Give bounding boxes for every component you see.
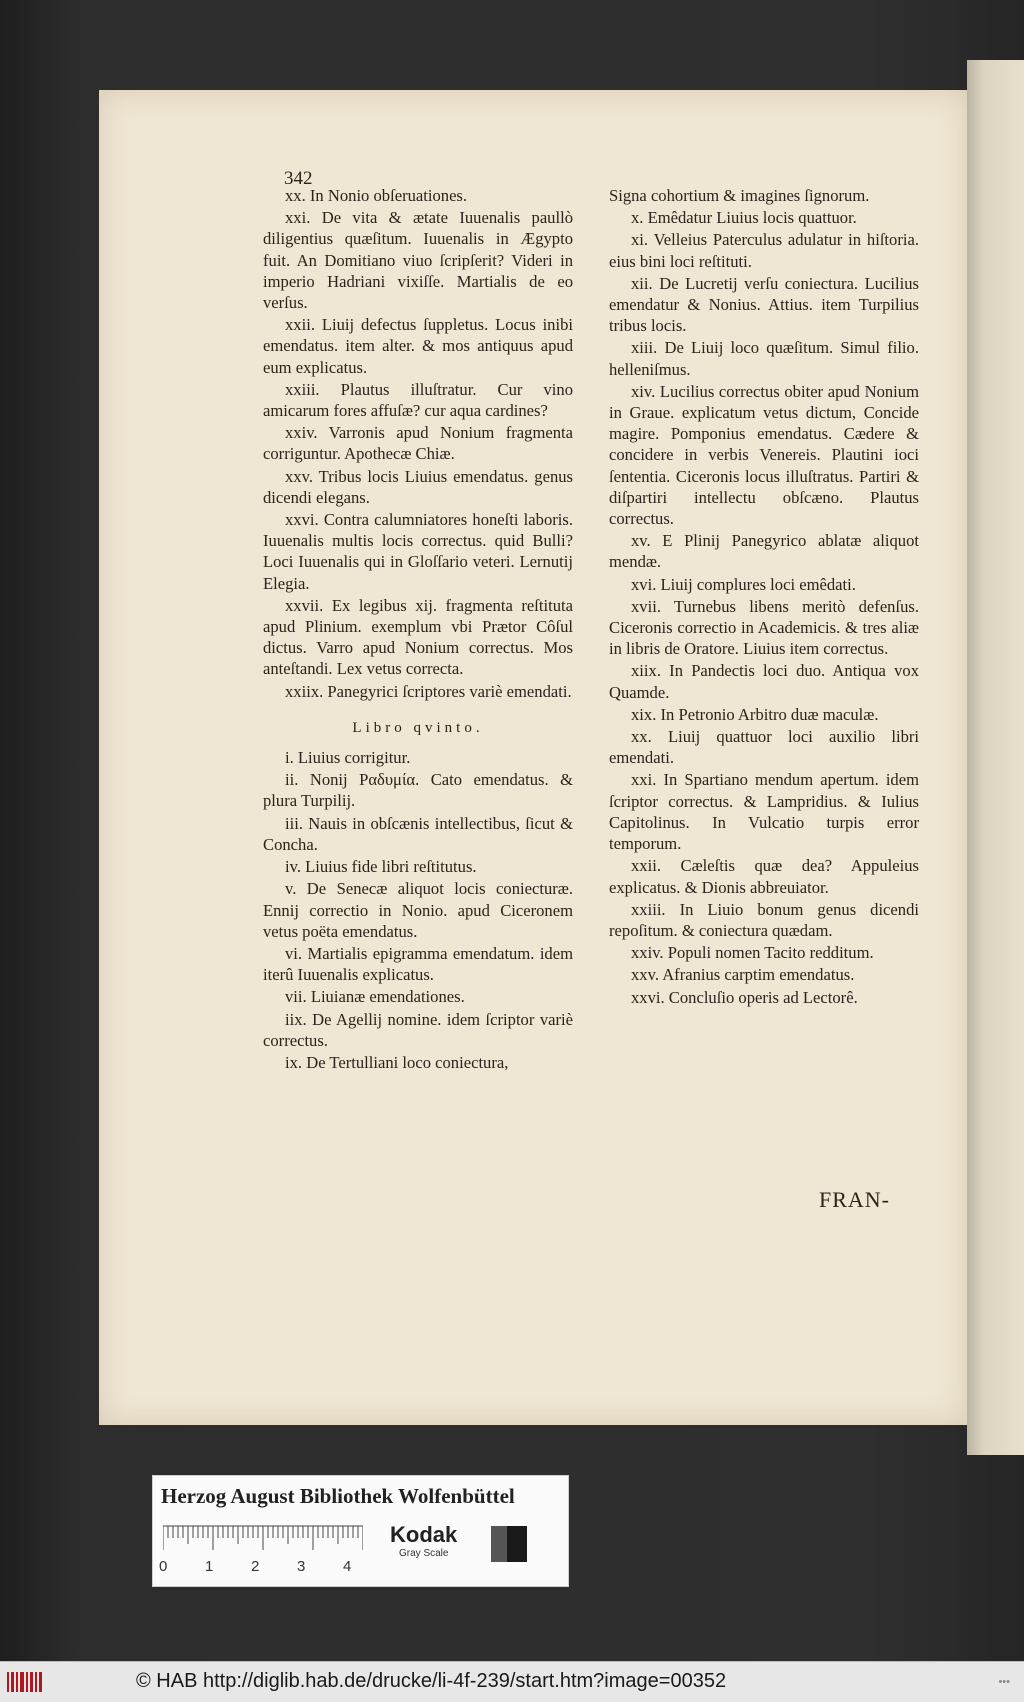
index-entry: xxvi. Contra calumniatores honeſti laboris. Iuuenalis multis locis correctus. quid Bulli? Loci Iuuenalis qui in Gloſſario veteri. Lernutij Elegia. bbox=[263, 510, 573, 593]
index-entry: xxvi. Concluſio operis ad Lectorê. bbox=[631, 987, 858, 1007]
index-entry: iv. Liuius fide libri reſtitutus. bbox=[285, 857, 477, 877]
section-heading: Libro qvinto. bbox=[352, 719, 484, 736]
index-entry: xv. E Plinij Panegyrico ablatæ aliquot mendæ. bbox=[609, 531, 919, 572]
left-column bbox=[263, 185, 573, 1074]
index-entry: ix. De Tertulliani loco coniectura, bbox=[285, 1052, 509, 1072]
index-entry: ii. Nonij Ραδυμία. Cato emendatus. & plura Turpilij. bbox=[263, 770, 573, 811]
index-entry: xx. In Nonio obſeruationes. bbox=[285, 186, 468, 205]
library-name: Herzog August Bibliothek Wolfenbüttel bbox=[161, 1484, 515, 1508]
index-entry: xix. In Petronio Arbitro duæ maculæ. bbox=[631, 704, 879, 724]
catchword: FRAN- bbox=[819, 1187, 891, 1212]
gray-patch bbox=[491, 1526, 527, 1562]
index-entry: vii. Liuianæ emendationes. bbox=[285, 987, 465, 1007]
index-entry: i. Liuius corrigitur. bbox=[285, 748, 411, 768]
index-entry: xxvii. Ex legibus xij. fragmenta reſtituta apud Plinium. exemplum vbi Prætor Côſul dictus. Varro apud Nonium correctus. Mos anteſtandi. Lex vetus correcta. bbox=[263, 595, 573, 679]
book-page bbox=[99, 90, 967, 1425]
index-entry: xxiii. In Liuio bonum genus dicendi repoſitum. & coniectura quædam. bbox=[609, 899, 919, 940]
index-entry: xxiix. Panegyrici ſcriptores variè emendati. bbox=[285, 681, 572, 701]
adjacent-page-edge bbox=[967, 60, 1024, 1455]
index-entry: xiix. In Pandectis loci duo. Antiqua vox Quamde. bbox=[609, 661, 919, 702]
ruler-number: 3 bbox=[297, 1558, 306, 1575]
index-entry: vi. Martialis epigramma emendatum. idem iterû Iuuenalis explicatus. bbox=[263, 943, 573, 985]
index-entry: xxiv. Varronis apud Nonium fragmenta corriguntur. Apothecæ Chiæ. bbox=[263, 423, 573, 464]
kodak-logo: Kodak bbox=[390, 1522, 458, 1547]
index-entry: xiv. Lucilius correctus obiter apud Nonium in Graue. explicatum vetus dictum, Concide magire. Pomponius emendatus. Cædere & concidere in verbis Venereis. Plautini ioci ſententia. Ciceronis locus illuſtratus. Partiri & diſpartiri intellectu obſcæno. Plautus correctus. bbox=[609, 381, 919, 529]
right-entries bbox=[609, 185, 919, 1008]
viewer-footer bbox=[0, 1661, 1024, 1702]
right-column bbox=[609, 185, 919, 1009]
index-entry: iix. De Agellij nomine. idem ſcriptor variè correctus. bbox=[263, 1009, 573, 1050]
index-entry: Signa cohortium & imagines ſignorum. bbox=[609, 186, 870, 205]
page-number: 342 bbox=[284, 168, 313, 189]
index-entry: xxv. Afranius carptim emendatus. bbox=[631, 965, 855, 985]
index-entry: xxi. De vita & ætate Iuuenalis paullò diligentius quæſitum. Iuuenalis in Ægypto fuit. An Domitiano viuo ſcripſerit? Videri in imperio Hadriani vixiſſe. Martialis de eo verſus. bbox=[263, 208, 573, 313]
index-entry: iii. Nauis in obſcænis intellectibus, ſicut & Concha. bbox=[263, 813, 573, 854]
index-entry: xxv. Tribus locis Liuius emendatus. genus dicendi elegans. bbox=[263, 466, 573, 507]
ruler-numbers bbox=[159, 1558, 374, 1578]
index-entry: xvi. Liuij complures loci emêdati. bbox=[631, 574, 856, 594]
index-entry: x. Emêdatur Liuius locis quattuor. bbox=[631, 208, 857, 228]
index-entry: xvii. Turnebus libens meritò defenſus. Ciceronis correctio in Academicis. & tres aliæ in libris de Oratore. Liuius item correctus. bbox=[609, 596, 919, 659]
ruler-number: 1 bbox=[205, 1558, 214, 1575]
index-entry: xxii. Cæleſtis quæ dea? Appuleius explicatus. & Dionis abbreuiator. bbox=[609, 856, 919, 897]
index-entry: xi. Velleius Paterculus adulatur in hiſtoria. eius bini loci reſtituti. bbox=[609, 230, 919, 271]
index-entry: xiii. De Liuij loco quæſitum. Simul filio. helleniſmus. bbox=[609, 338, 919, 379]
index-entry: xxiii. Plautus illuſtratur. Cur vino amicarum fores affuſæ? cur aqua cardines? bbox=[263, 379, 573, 421]
index-entry: xxii. Liuij defectus ſuppletus. Locus inibi emendatus. item alter. & mos antiquus apud eum explicatus. bbox=[263, 315, 573, 377]
kodak-gray-scale-label: Gray Scale bbox=[399, 1548, 449, 1559]
index-entry: xii. De Lucretij verſu coniectura. Lucilius emendatur & Nonius. Attius. item Turpilius tribus locis. bbox=[609, 273, 919, 336]
left-entries-book-five bbox=[263, 747, 573, 1073]
library-color-card bbox=[152, 1475, 569, 1587]
source-url: © HAB http://diglib.hab.de/drucke/li-4f-239/start.htm?image=00352 bbox=[136, 1670, 727, 1692]
index-entry: v. De Senecæ aliquot locis coniecturæ. Ennij correctio in Nonio. apud Ciceronem vetus poëta emendatus. bbox=[263, 879, 573, 941]
index-entry: xxiv. Populi nomen Tacito redditum. bbox=[631, 943, 874, 963]
ruler-number: 2 bbox=[251, 1558, 260, 1575]
ruler-number: 0 bbox=[159, 1558, 168, 1575]
footer-dots: ••• bbox=[998, 1676, 1010, 1688]
left-entries bbox=[263, 185, 573, 702]
index-entry: xx. Liuij quattuor loci auxilio libri emendati. bbox=[609, 727, 919, 768]
hab-logo-icon bbox=[6, 1670, 44, 1694]
ruler-number: 4 bbox=[343, 1558, 352, 1575]
ruler-scale bbox=[163, 1524, 363, 1554]
index-entry: xxi. In Spartiano mendum apertum. idem ſcriptor correctus. & Lampridius. & Iulius Capitolinus. In Vulcatio turpis error temporum. bbox=[609, 770, 919, 854]
